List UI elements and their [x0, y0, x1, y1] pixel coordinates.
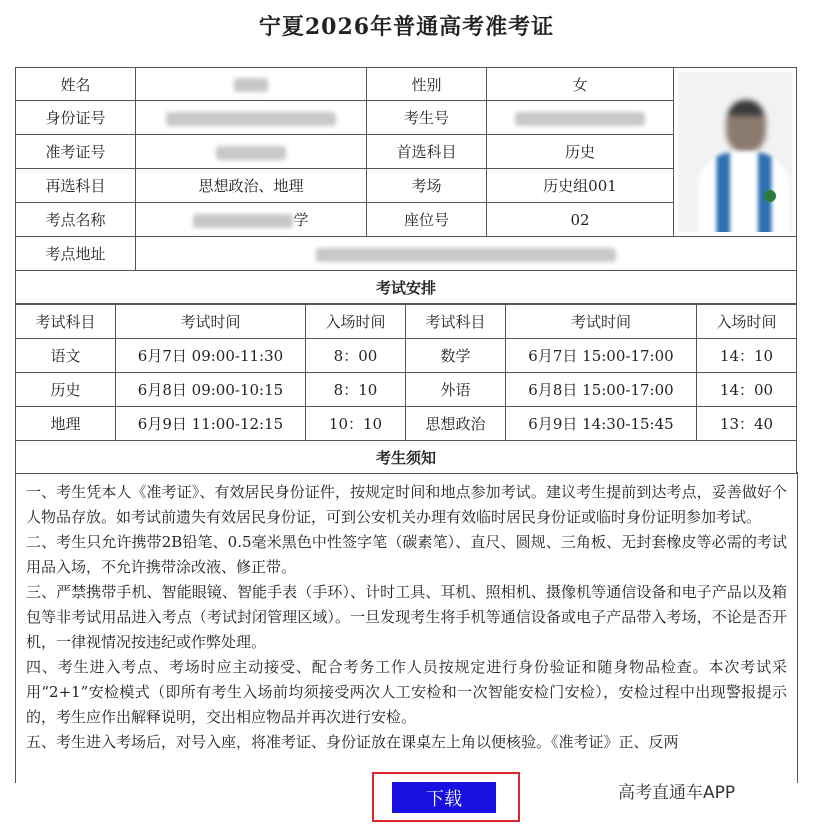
time-cell: 6月9日 14:30-15:45 — [506, 407, 697, 441]
info-table — [15, 67, 797, 304]
schedule-title: 考试安排 — [16, 271, 797, 304]
entry-time-cell: 8：10 — [306, 373, 406, 407]
address-label: 考点地址 — [16, 237, 136, 271]
reselect-value: 思想政治、地理 — [136, 169, 367, 203]
table-row — [16, 407, 797, 441]
schedule-table — [15, 304, 797, 474]
gender-label: 性别 — [367, 68, 487, 101]
entry-time-cell: 8：00 — [306, 339, 406, 373]
notice-paragraph: 一、考生凭本人《准考证》、有效居民身份证件，按规定时间和地点参加考试。建议考生提前到达考点，妥善做好个人物品存放。如考试前遗失有效居民身份证，可到公安机关办理有效临时居民身份证或临时身份证明参加考试。 — [26, 483, 787, 526]
schedule-header: 考试时间 — [506, 305, 697, 339]
subject-cell: 地理 — [16, 407, 116, 441]
ticket-label: 准考证号 — [16, 135, 136, 169]
entry-time-cell: 14：00 — [697, 373, 797, 407]
time-cell: 6月7日 09:00-11:30 — [116, 339, 306, 373]
site-label: 考点名称 — [16, 203, 136, 237]
time-cell: 6月9日 11:00-12:15 — [116, 407, 306, 441]
entry-time-cell: 13：40 — [697, 407, 797, 441]
page-title: 宁夏2026年普通高考准考证 — [258, 14, 555, 40]
time-cell: 6月8日 15:00-17:00 — [506, 373, 697, 407]
ticket-value — [136, 135, 367, 169]
gender-value: 女 — [487, 68, 674, 101]
exam-no-label: 考生号 — [367, 101, 487, 135]
address-value — [136, 237, 797, 271]
table-row — [16, 373, 797, 407]
name-label: 姓名 — [16, 68, 136, 101]
room-value: 历史组001 — [487, 169, 674, 203]
first-subject-value: 历史 — [487, 135, 674, 169]
id-label: 身份证号 — [16, 101, 136, 135]
seat-label: 座位号 — [367, 203, 487, 237]
notice-section[interactable] — [15, 472, 798, 783]
notice-paragraph: 二、考生只允许携带2B铅笔、0.5毫米黑色中性签字笔（碳素笔）、直尺、圆规、三角板、无封套橡皮等必需的考试用品入场，不允许携带涂改液、修正带。 — [26, 533, 787, 576]
download-button[interactable]: 下载 — [392, 782, 496, 813]
schedule-header: 入场时间 — [697, 305, 797, 339]
subject-cell: 历史 — [16, 373, 116, 407]
subject-cell: 外语 — [406, 373, 506, 407]
table-row — [16, 339, 797, 373]
entry-time-cell: 14：10 — [697, 339, 797, 373]
subject-cell: 数学 — [406, 339, 506, 373]
app-watermark: 高考直通车APP — [618, 783, 736, 803]
time-cell: 6月7日 15:00-17:00 — [506, 339, 697, 373]
subject-cell: 语文 — [16, 339, 116, 373]
id-value — [136, 101, 367, 135]
notice-paragraph: 三、严禁携带手机、智能眼镜、智能手表（手环）、计时工具、耳机、照相机、摄像机等通信设备和电子产品以及箱包等非考试用品进入考点（考试封闭管理区域）。一旦发现考生将手机等通信设备或电子产品带入考场，不论是否开机，一律视情况按违纪或作弊处理。 — [26, 583, 787, 651]
candidate-photo — [674, 68, 797, 237]
reselect-label: 再选科目 — [16, 169, 136, 203]
site-value-suffix: 学 — [293, 211, 309, 229]
seat-value: 02 — [487, 203, 674, 237]
notice-paragraph: 五、考生进入考场后，对号入座，将准考证、身份证放在课桌左上角以便核验。《准考证》正、反两 — [26, 733, 679, 751]
subject-cell: 思想政治 — [406, 407, 506, 441]
schedule-header: 考试时间 — [116, 305, 306, 339]
name-value — [136, 68, 367, 101]
notice-paragraph: 四、考生进入考点、考场时应主动接受、配合考务工作人员按规定进行身份验证和随身物品检查。本次考试采用“2+1”安检模式（即所有考生入场前均须接受两次人工安检和一次智能安检门安检），安检过程中出现警报提示的，考生应作出解释说明，交出相应物品并再次进行安检。 — [26, 658, 787, 726]
schedule-header: 考试科目 — [406, 305, 506, 339]
site-value — [136, 203, 367, 237]
exam-no-value — [487, 101, 674, 135]
time-cell: 6月8日 09:00-10:15 — [116, 373, 306, 407]
first-subject-label: 首选科目 — [367, 135, 487, 169]
schedule-header: 考试科目 — [16, 305, 116, 339]
notice-title: 考生须知 — [16, 441, 797, 474]
schedule-header: 入场时间 — [306, 305, 406, 339]
entry-time-cell: 10：10 — [306, 407, 406, 441]
room-label: 考场 — [367, 169, 487, 203]
